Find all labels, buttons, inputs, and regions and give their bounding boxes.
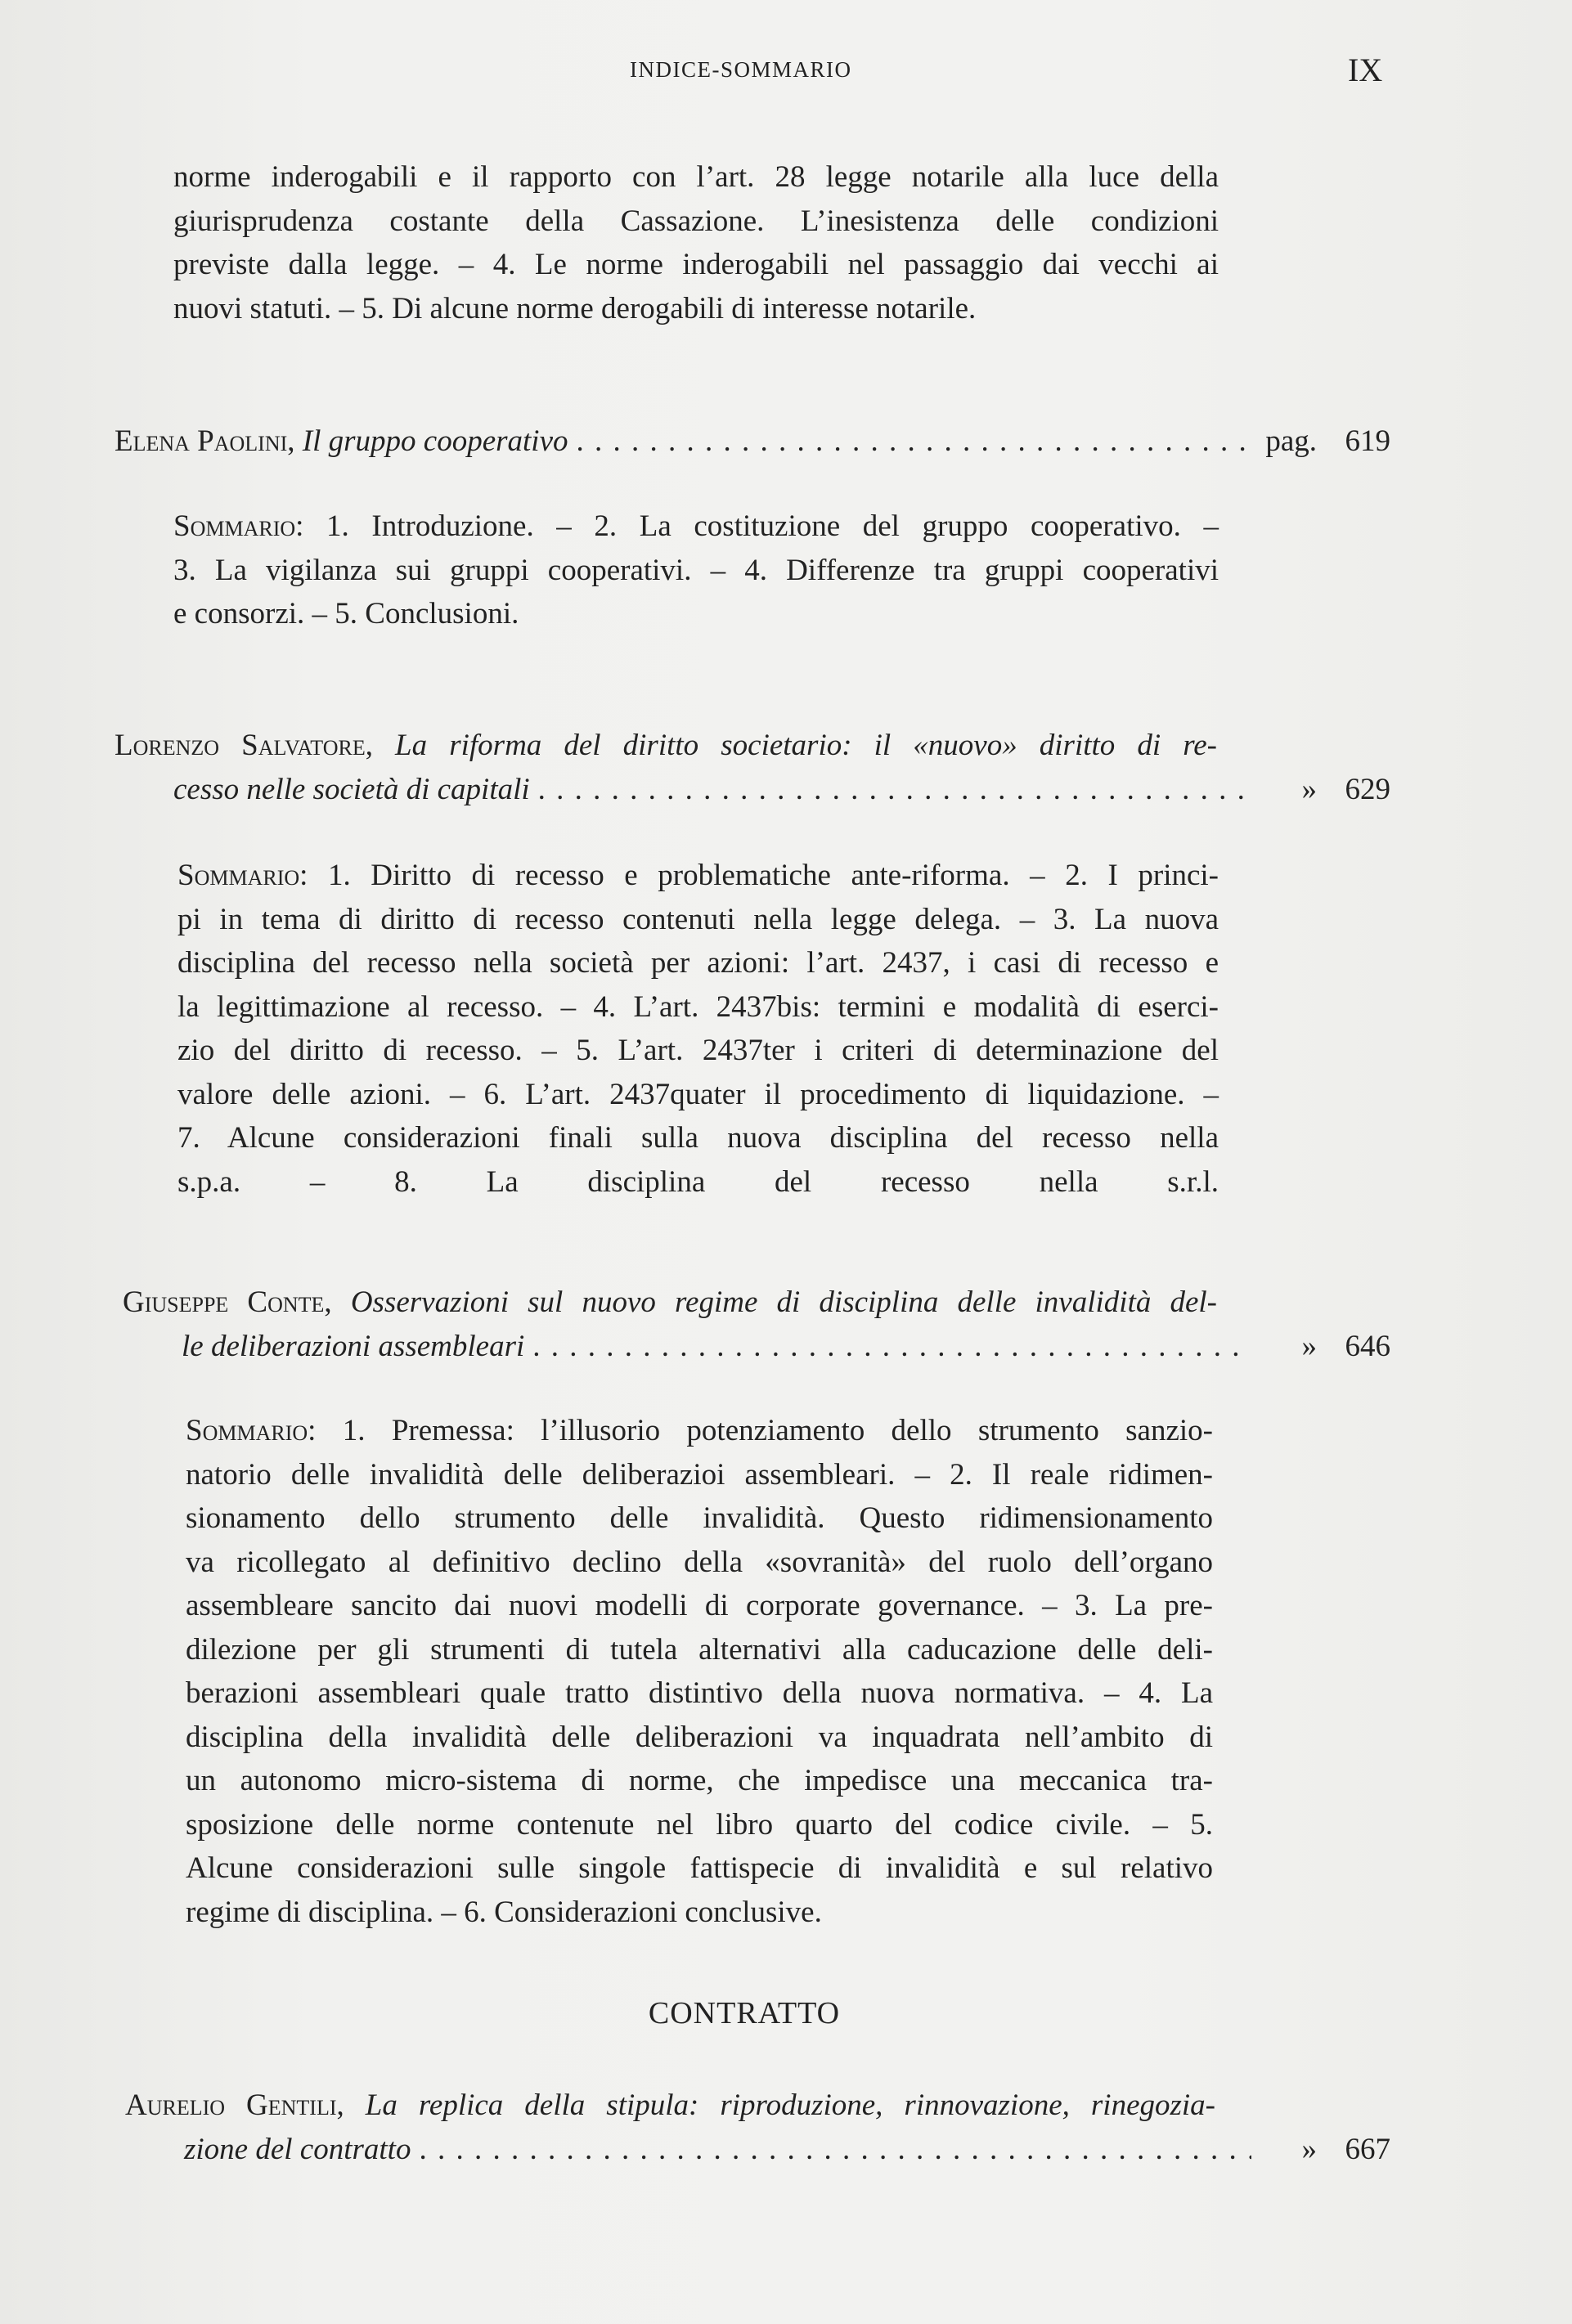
entry-page-prefix: pag. [1265,424,1317,458]
section-heading: CONTRATTO [648,1996,841,2030]
entry-page-number: 646 [1345,1330,1390,1363]
toc-entry[interactable] [123,1281,1390,1369]
entry-author: Aurelio Gentili [125,2088,337,2122]
entry-title: La riforma del diritto societario: il «nuovo» diritto di re- [395,729,1218,762]
entry-page-prefix: » [1301,1330,1317,1363]
toc-entry-title-line: Giuseppe Conte, Osservazioni sul nuovo regime di disciplina delle invalidità del- [123,1285,1217,1319]
entry-page-number: 619 [1345,424,1390,458]
toc-entry[interactable] [115,724,1390,812]
entry-summary: Sommario: 1. Premessa: l’illusorio potenziamento dello strumento sanzio- natorio delle invalidità delle deliberazioi assembleari. – 2. Il reale ridimen- sionamento dello strumento delle invalidità. Questo ridimensionamento va ricollegato al definitivo declino della «sovranità» del ruolo dell’organo assembleare sancito dai nuovi modelli di corporate governance. – 3. La pre- dilezione per gli strumenti di tutela alternativi alla caducazione delle deli- berazioni assembleari quale tratto distintivo della nuova normativa. – 4. La disciplina della invalidità delle deliberazioni va inquadrata nell’ambito di un autonomo micro-sistema di norme, che impedisce una meccanica tra- sposizione delle norme contenute nel libro quarto del codice civile. – 5. Alcune considerazioni sulle singole fattispecie di invalidità e sul relativo regime di disciplina. – 6. Considerazioni conclusive. [186,1414,1213,1929]
entry-summary: Sommario: 1. Diritto di recesso e problematiche ante-riforma. – 2. I princi- pi in tema di diritto di recesso contenuti nella legge delega. – 3. La nuova disciplina del recesso nella società per azioni: l’art. 2437, i casi di recesso e la legittimazione al recesso. – 4. L’art. 2437bis: termini e modalità di eserci- zio del diritto di recesso. – 5. L’art. 2437ter i criteri di determinazione del valore delle azioni. – 6. L’art. 2437quater il procedimento di liquidazione. – 7. Alcune considerazioni finali sulla nuova disciplina del recesso nella s.p.a. – 8. La disciplina del recesso nella s.r.l. [177,859,1219,1199]
entry-author: Giuseppe Conte [123,1285,325,1319]
leader-dots [577,419,1251,464]
entry-title: Osservazioni sul nuovo regime di disciplina delle invalidità del- [350,1285,1217,1319]
entry-author: Elena Paolini [115,424,288,458]
toc-entry-title-line-2[interactable]: cesso nelle società di capitali . . . » 629 [173,768,1390,812]
toc-entry[interactable] [125,2084,1390,2172]
leader-dots [532,1325,1251,1369]
entry-summary: Sommario: 1. Introduzione. – 2. La costituzione del gruppo cooperativo. – 3. La vigilanza sui gruppi cooperativi. – 4. Differenze tra gruppi cooperativi e consorzi. – 5. Conclusioni. [173,509,1219,630]
leader-dots [419,2128,1251,2172]
entry-title: Il gruppo cooperativo [302,424,568,458]
leader-dots [538,768,1251,812]
summary-continuation: norme inderogabili e il rapporto con l’art. 28 legge notarile alla luce della giurisprudenza costante della Cassazione. L’inesistenza delle condizioni previste dalla legge. – 4. Le norme inderogabili nel passaggio dai vecchi ai nuovi statuti. – 5. Di alcune norme derogabili di interesse notarile. [173,160,1219,325]
entry-title: La replica della stipula: riproduzione, rinnovazione, rinegozia- [365,2088,1215,2122]
entry-page-prefix: » [1301,773,1317,806]
toc-entry-title-line-2[interactable]: le deliberazioni assembleari . . . » 646 [182,1325,1390,1369]
toc-entry-title-line: Aurelio Gentili, La replica della stipula: riproduzione, rinnovazione, rinegozia- [125,2088,1215,2122]
toc-entry-title-line-2[interactable]: zione del contratto . . . » 667 [184,2128,1390,2172]
entry-page-prefix: » [1301,2133,1317,2166]
running-head: INDICE-SOMMARIO [630,57,852,82]
page-number: IX [1348,52,1383,88]
toc-entry-title-line[interactable]: Elena Paolini , Il gruppo cooperativo . . . pag. 619 [115,419,1390,464]
entry-page-number: 629 [1345,773,1390,806]
toc-entry[interactable] [115,419,1390,464]
entry-author: Lorenzo Salvatore [115,729,366,762]
toc-entry-title-line: Lorenzo Salvatore, La riforma del diritto societario: il «nuovo» diritto di re- [115,729,1218,762]
entry-page-number: 667 [1345,2133,1390,2166]
